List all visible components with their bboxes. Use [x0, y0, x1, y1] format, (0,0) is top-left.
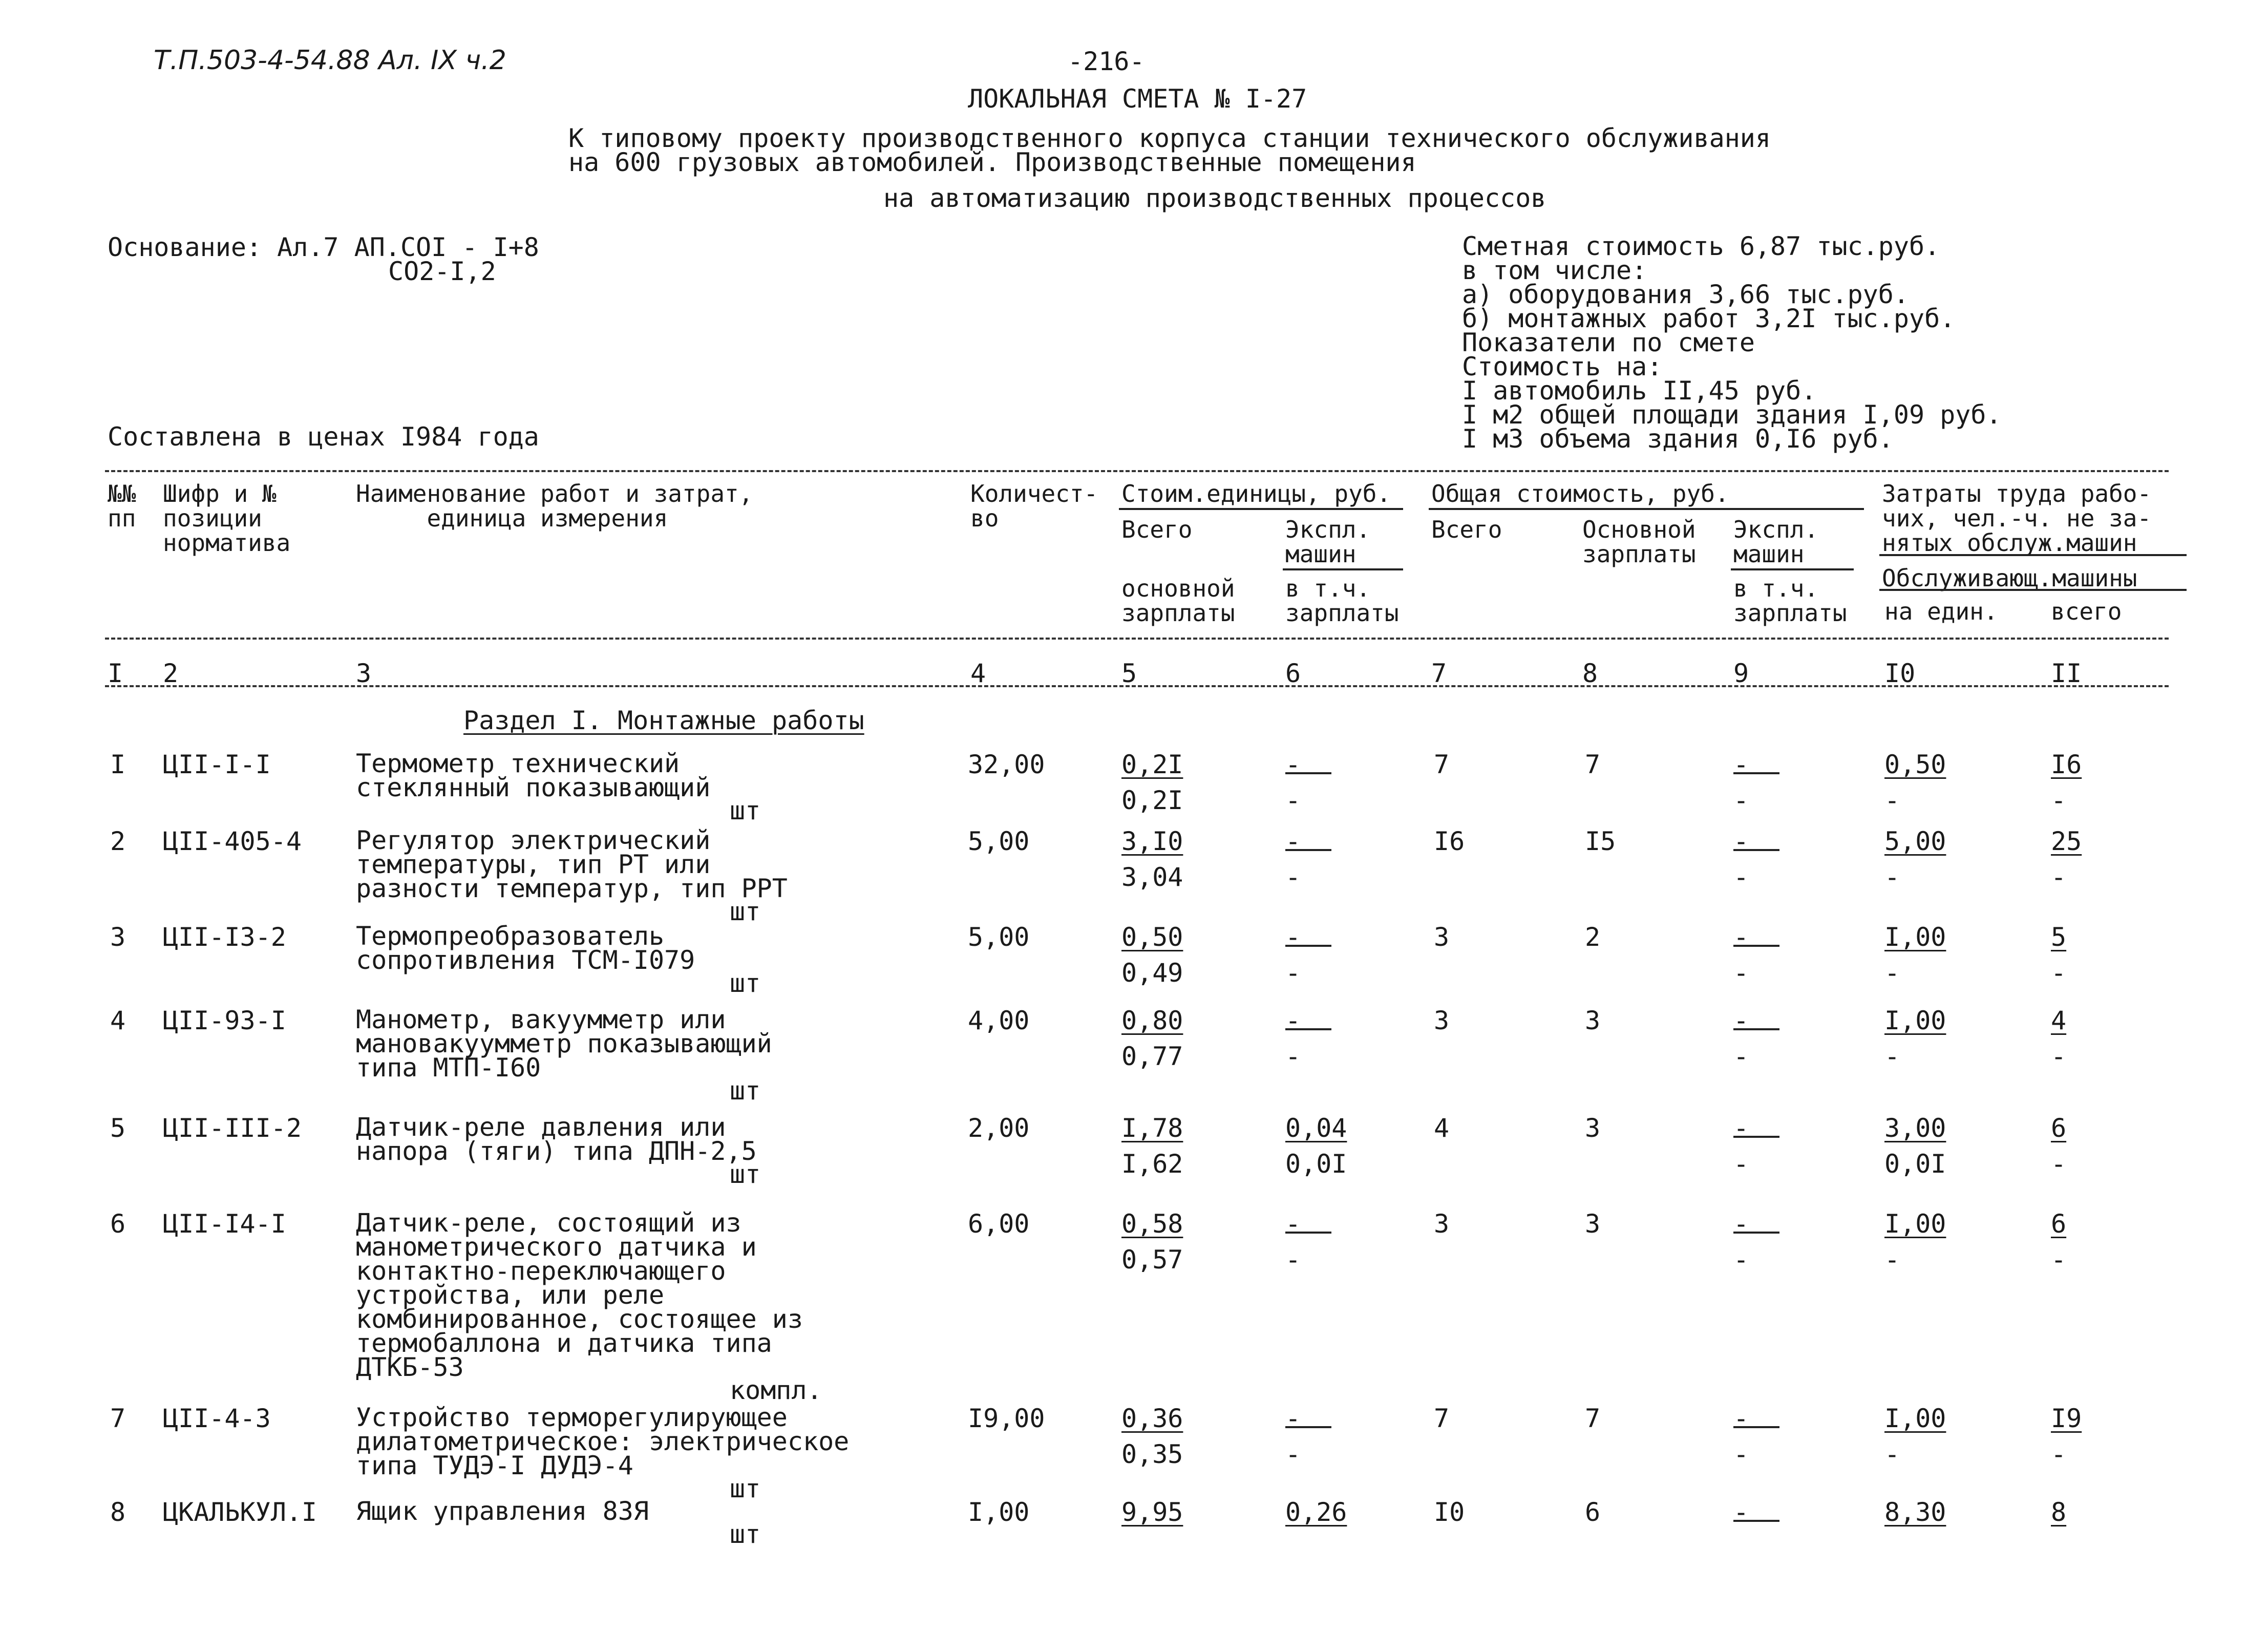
basis-continued: СО2-I,2 — [388, 257, 496, 286]
row-unit-cost-total: 0,36 — [1121, 1404, 1183, 1433]
row-quantity: 4,00 — [968, 1006, 1030, 1035]
row-total-wages: 7 — [1585, 750, 1601, 779]
row-total-wages: 3 — [1585, 1006, 1601, 1035]
row-name: Устройство терморегулирующее дилатометрическое: электрическое типа ТУДЭ-I ДУДЭ-4 — [356, 1403, 850, 1480]
column-number: I0 — [1884, 659, 1916, 688]
row-total-wages: 3 — [1585, 1113, 1601, 1143]
row-labor-total: I6 — [2051, 750, 2082, 779]
row-name: Регулятор электрический температуры, тип РТ или разности температур, тип РРТ — [356, 825, 788, 903]
cost-summary-line: I м2 общей площади здания I,09 руб. — [1462, 400, 2002, 430]
row-unit: шт — [730, 968, 761, 998]
row-labor-total-machines: - — [2051, 1245, 2067, 1275]
cost-summary-line: I автомобиль II,45 руб. — [1462, 376, 1817, 406]
row-unit: шт — [730, 1159, 761, 1189]
header-labor-rule — [1879, 554, 2187, 556]
row-total-cost: 3 — [1434, 922, 1450, 952]
header-c11: всего — [2051, 598, 2122, 625]
column-number: II — [2051, 659, 2082, 688]
row-unit-machines: - — [1285, 1406, 1331, 1428]
row-total-machines: - — [1733, 1406, 1779, 1428]
header-labor-sub: нятых обслуж.машин — [1882, 529, 2137, 557]
row-quantity: 5,00 — [968, 922, 1030, 952]
row-labor-total-machines: - — [2051, 1149, 2067, 1179]
row-labor-per-unit: I,00 — [1884, 1209, 1946, 1239]
cost-summary-line: в том числе: — [1462, 256, 1647, 285]
row-total-cost: I6 — [1434, 826, 1465, 856]
column-number: 9 — [1733, 659, 1749, 688]
row-unit-cost-wages: 3,04 — [1121, 862, 1183, 892]
row-labor-total-machines: - — [2051, 1439, 2067, 1469]
row-total-machines: - — [1733, 1499, 1779, 1522]
header-total-cost-group: Общая стоимость, руб. — [1431, 480, 1729, 507]
row-unit-cost-total: 0,80 — [1121, 1006, 1183, 1035]
header-labor-group: Затраты труда рабо- чих, чел.-ч. не за- — [1882, 480, 2152, 532]
row-unit-machines: - — [1285, 1008, 1331, 1030]
basis: Основание: Ал.7 АП.СОI - I+8 — [108, 232, 539, 262]
row-total-machines: - — [1733, 1211, 1779, 1234]
row-unit: шт — [730, 1474, 761, 1503]
column-numbers-rule — [105, 685, 2169, 687]
row-unit-machines: - — [1285, 752, 1331, 774]
column-number: 6 — [1285, 659, 1301, 688]
header-labor-machines: Обслуживающ.машины — [1882, 564, 2137, 592]
row-total-machines-wages: - — [1733, 958, 1749, 988]
row-total-machines: - — [1733, 924, 1779, 947]
row-name: Датчик-реле, состоящий из манометрического датчика и контактно-переключающего устройства, или реле комбинированное, состоящее из термобаллона и датчика типа ДТКБ-53 — [356, 1208, 803, 1382]
column-number: 7 — [1431, 659, 1447, 688]
row-unit-machines-wages: - — [1285, 1042, 1301, 1071]
cost-summary-line: Сметная стоимость 6,87 тыс.руб. — [1462, 231, 1940, 261]
row-total-machines: - — [1733, 1008, 1779, 1030]
row-unit-cost-total: 0,50 — [1121, 922, 1183, 952]
header-top-rule — [105, 470, 2169, 472]
column-number: 5 — [1121, 659, 1137, 688]
header-c9-bottom: в т.ч. зарплаты — [1733, 575, 1847, 627]
header-c6-bottom: в т.ч. зарплаты — [1285, 575, 1399, 627]
row-total-machines-wages: - — [1733, 1149, 1749, 1179]
row-code: ЦII-405-4 — [163, 826, 302, 856]
header-bottom-rule — [105, 638, 2169, 640]
row-total-wages: 6 — [1585, 1497, 1601, 1527]
row-total-cost: 4 — [1434, 1113, 1450, 1143]
column-number: 2 — [163, 659, 179, 688]
row-labor-total: 25 — [2051, 826, 2082, 856]
row-labor-per-unit-machines: 0,0I — [1884, 1149, 1946, 1179]
row-code: ЦII-I4-I — [163, 1209, 286, 1239]
row-total-wages: 2 — [1585, 922, 1601, 952]
row-total-wages: 3 — [1585, 1209, 1601, 1239]
row-labor-total: 8 — [2051, 1497, 2067, 1527]
row-labor-total: 5 — [2051, 922, 2067, 952]
header-code: Шифр и № позиции норматива — [163, 480, 291, 557]
row-unit-cost-total: 0,2I — [1121, 750, 1183, 779]
row-unit: шт — [730, 1519, 761, 1549]
header-total-cost-rule — [1429, 508, 1864, 510]
document-code: Т.П.503-4-54.88 Ал. IX ч.2 — [154, 45, 506, 76]
header-c5-top: Всего — [1121, 516, 1193, 543]
row-labor-per-unit-machines: - — [1884, 1245, 1900, 1275]
row-quantity: 2,00 — [968, 1113, 1030, 1143]
row-labor-total: 4 — [2051, 1006, 2067, 1035]
subtitle-line-3: на автоматизацию производственных процессов — [883, 183, 1546, 213]
row-unit-cost-wages: 0,2I — [1121, 786, 1183, 815]
row-unit: компл. — [730, 1375, 822, 1405]
row-quantity: I,00 — [968, 1497, 1030, 1527]
row-labor-per-unit-machines: - — [1884, 786, 1900, 815]
row-labor-per-unit: 5,00 — [1884, 826, 1946, 856]
prices-year: Составлена в ценах I984 года — [108, 422, 539, 452]
header-unit-cost-group: Стоим.единицы, руб. — [1121, 480, 1391, 507]
row-total-cost: 7 — [1434, 1404, 1450, 1433]
subtitle-line-2: на 600 грузовых автомобилей. Производственные помещения — [568, 147, 1416, 177]
row-number: 8 — [110, 1497, 126, 1527]
column-number: 3 — [356, 659, 372, 688]
header-quantity: Количест- во — [970, 480, 1098, 532]
row-total-machines-wages: - — [1733, 862, 1749, 892]
row-total-machines-wages: - — [1733, 1042, 1749, 1071]
row-number: 5 — [110, 1113, 126, 1143]
row-unit-machines-wages: - — [1285, 958, 1301, 988]
row-code: ЦII-III-2 — [163, 1113, 302, 1143]
row-number: 7 — [110, 1404, 126, 1433]
header-c6-rule — [1283, 568, 1403, 570]
row-labor-per-unit-machines: - — [1884, 1439, 1900, 1469]
row-labor-per-unit: 3,00 — [1884, 1113, 1946, 1143]
row-number: 2 — [110, 826, 126, 856]
estimate-title: ЛОКАЛЬНАЯ СМЕТА № I-27 — [968, 84, 1307, 114]
row-code: ЦКАЛЬКУЛ.I — [163, 1497, 317, 1527]
row-total-cost: 7 — [1434, 750, 1450, 779]
header-machines-rule — [1879, 589, 2187, 591]
row-labor-per-unit-machines: - — [1884, 958, 1900, 988]
row-unit: шт — [730, 897, 761, 926]
header-unit-cost-rule — [1119, 508, 1403, 510]
row-labor-total-machines: - — [2051, 862, 2067, 892]
header-name: Наименование работ и затрат, единица измерения — [356, 480, 753, 532]
row-number: I — [110, 750, 126, 779]
cost-summary — [1462, 231, 2002, 454]
row-total-machines: - — [1733, 752, 1779, 774]
row-labor-per-unit: 8,30 — [1884, 1497, 1946, 1527]
row-code: ЦII-93-I — [163, 1006, 286, 1035]
row-labor-total-machines: - — [2051, 958, 2067, 988]
row-labor-per-unit-machines: - — [1884, 862, 1900, 892]
row-name: Термопреобразователь сопротивления ТСМ-I079 — [356, 921, 695, 975]
cost-summary-line: а) оборудования 3,66 тыс.руб. — [1462, 280, 1909, 309]
row-labor-total: I9 — [2051, 1404, 2082, 1433]
row-unit-cost-total: 3,I0 — [1121, 826, 1183, 856]
row-total-cost: I0 — [1434, 1497, 1465, 1527]
row-quantity: 5,00 — [968, 826, 1030, 856]
row-name: Датчик-реле давления или напора (тяги) типа ДПН-2,5 — [356, 1112, 757, 1166]
row-unit-cost-wages: 0,49 — [1121, 958, 1183, 988]
row-labor-total: 6 — [2051, 1209, 2067, 1239]
row-name: Термометр технический стеклянный показывающий — [356, 749, 711, 802]
header-row-number: №№ пп — [108, 480, 136, 532]
row-unit-cost-total: 0,58 — [1121, 1209, 1183, 1239]
row-unit-machines: - — [1285, 829, 1331, 851]
row-number: 3 — [110, 922, 126, 952]
cost-summary-line: Показатели по смете — [1462, 328, 1755, 357]
row-unit-machines-wages: 0,0I — [1285, 1149, 1347, 1179]
row-unit-machines: - — [1285, 1211, 1331, 1234]
row-number: 4 — [110, 1006, 126, 1035]
row-unit-cost-total: 9,95 — [1121, 1497, 1183, 1527]
row-quantity: I9,00 — [968, 1404, 1045, 1433]
row-unit-machines-wages: - — [1285, 786, 1301, 815]
row-code: ЦII-4-3 — [163, 1404, 271, 1433]
row-total-machines-wages: - — [1733, 1439, 1749, 1469]
row-unit-cost-wages: 0,77 — [1121, 1042, 1183, 1071]
row-total-machines-wages: - — [1733, 1245, 1749, 1275]
row-name: Манометр, вакуумметр или мановакуумметр показывающий типа МТП-I60 — [356, 1005, 772, 1083]
row-total-machines: - — [1733, 1115, 1779, 1138]
row-quantity: 6,00 — [968, 1209, 1030, 1239]
row-unit-cost-wages: I,62 — [1121, 1149, 1183, 1179]
cost-summary-line: I м3 объема здания 0,I6 руб. — [1462, 424, 1894, 454]
row-unit-machines: - — [1285, 924, 1331, 947]
row-name: Ящик управления 83Я — [356, 1496, 649, 1526]
row-unit-machines: 0,04 — [1285, 1113, 1347, 1143]
row-number: 6 — [110, 1209, 126, 1239]
row-unit: шт — [730, 796, 761, 825]
row-labor-total-machines: - — [2051, 1042, 2067, 1071]
column-number: 4 — [970, 659, 986, 688]
page-number: -216- — [1068, 47, 1145, 76]
cost-summary-line: Стоимость на: — [1462, 352, 1663, 381]
row-labor-total-machines: - — [2051, 786, 2067, 815]
row-total-cost: 3 — [1434, 1209, 1450, 1239]
column-number: 8 — [1582, 659, 1598, 688]
row-unit-machines-wages: - — [1285, 1439, 1301, 1469]
header-c7: Всего — [1431, 516, 1502, 543]
row-unit: шт — [730, 1076, 761, 1106]
header-c9-rule — [1731, 568, 1854, 570]
row-unit-cost-wages: 0,57 — [1121, 1245, 1183, 1275]
row-quantity: 32,00 — [968, 750, 1045, 779]
row-total-machines-wages: - — [1733, 786, 1749, 815]
cost-summary-line: б) монтажных работ 3,2I тыс.руб. — [1462, 304, 1956, 333]
row-unit-machines-wages: - — [1285, 862, 1301, 892]
row-code: ЦII-I3-2 — [163, 922, 286, 952]
row-labor-per-unit: I,00 — [1884, 922, 1946, 952]
header-c10: на един. — [1884, 598, 1998, 625]
header-c8: Основной зарплаты — [1582, 516, 1696, 568]
row-labor-per-unit-machines: - — [1884, 1042, 1900, 1071]
row-total-cost: 3 — [1434, 1006, 1450, 1035]
row-unit-machines-wages: - — [1285, 1245, 1301, 1275]
row-labor-per-unit: I,00 — [1884, 1404, 1946, 1433]
row-total-wages: 7 — [1585, 1404, 1601, 1433]
row-unit-cost-total: I,78 — [1121, 1113, 1183, 1143]
section-title: Раздел I. Монтажные работы — [463, 706, 864, 735]
row-total-wages: I5 — [1585, 826, 1616, 856]
header-c5-bottom: основной зарплаты — [1121, 575, 1235, 627]
row-labor-total: 6 — [2051, 1113, 2067, 1143]
row-unit-cost-wages: 0,35 — [1121, 1439, 1183, 1469]
row-labor-per-unit: I,00 — [1884, 1006, 1946, 1035]
row-total-machines: - — [1733, 829, 1779, 851]
row-code: ЦII-I-I — [163, 750, 271, 779]
row-labor-per-unit: 0,50 — [1884, 750, 1946, 779]
header-c9-top: Экспл. машин — [1733, 516, 1819, 568]
subtitle-line-1: К типовому проекту производственного корпуса станции технического обслуживания — [568, 123, 1771, 153]
row-unit-machines: 0,26 — [1285, 1497, 1347, 1527]
column-number: I — [108, 659, 123, 688]
header-c6-top: Экспл. машин — [1285, 516, 1371, 568]
